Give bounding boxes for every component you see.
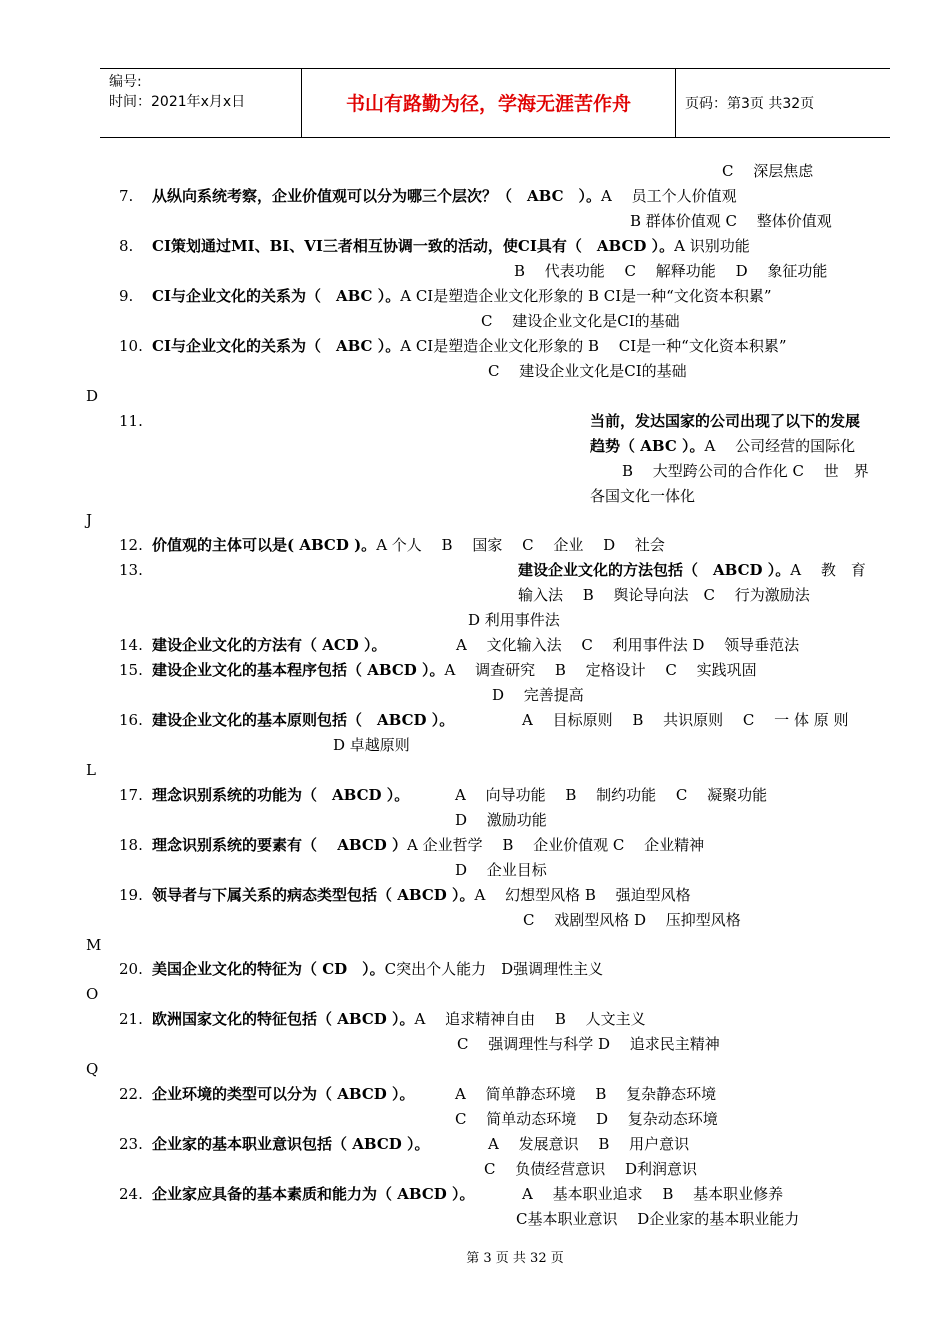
question-text: 从纵向系统考察，企业价值观可以分为哪三个层次？（ ABC ）。A 员工个人价值观 — [152, 187, 737, 205]
option-line: A 目标原则 B 共识原则 C 一 体 原 则 — [522, 711, 849, 729]
question-number: 22. — [119, 1085, 143, 1103]
option-line: D 完善提高 — [492, 686, 584, 704]
option-line: C 深层焦虑 — [722, 162, 814, 180]
option-line: C 建设企业文化是CI的基础 — [488, 362, 687, 380]
option-line: C 简单动态环境 D 复杂动态环境 — [455, 1110, 718, 1128]
question-text: CI策划通过MI、BI、VI三者相互协调一致的活动，使CI具有（ ABCD ）。A 识别功能 — [152, 237, 750, 255]
doc-time-label: 时间：2021年x月x日 — [109, 94, 246, 110]
section-letter: Q — [86, 1060, 99, 1078]
question-number: 12. — [119, 536, 143, 554]
question-number: 7. — [119, 187, 134, 205]
option-line: D 利用事件法 — [468, 611, 560, 629]
option-line: A 向导功能 B 制约功能 C 凝聚功能 — [455, 786, 768, 804]
question-text: 企业家的基本职业意识包括（ ABCD ）。 — [152, 1135, 430, 1153]
question-number: 11. — [119, 412, 143, 430]
question-number: 10. — [119, 337, 143, 355]
question-text: 建设企业文化的基本原则包括（ ABCD ）。 — [152, 711, 455, 729]
question-text: 企业环境的类型可以分为（ ABCD ）。 — [152, 1085, 415, 1103]
question-number: 17. — [119, 786, 143, 804]
question-text: 当前，发达国家的公司出现了以下的发展 — [590, 412, 861, 430]
option-line: A 简单静态环境 B 复杂静态环境 — [455, 1085, 717, 1103]
option-line: B 大型跨公司的合作化 C 世 界 — [622, 462, 869, 480]
page-footer — [0, 1247, 950, 1266]
question-text: 建设企业文化的方法有（ ACD ）。 — [152, 636, 387, 654]
option-line: C 负债经营意识 D利润意识 — [484, 1160, 698, 1178]
question-number: 9. — [119, 287, 134, 305]
option-line: C基本职业意识 D企业家的基本职业能力 — [516, 1210, 800, 1228]
question-text: CI与企业文化的关系为（ ABC ）。A CI是塑造企业文化形象的 B CI是一种“文化资本积累” — [152, 337, 787, 355]
option-line: C 戏剧型风格 D 压抑型风格 — [523, 911, 741, 929]
question-text: 建设企业文化的方法包括（ ABCD ）。A 教 育 — [518, 561, 866, 579]
page-header — [100, 68, 890, 138]
option-line: A 发展意识 B 用户意识 — [488, 1135, 690, 1153]
question-number: 21. — [119, 1010, 143, 1028]
question-text: 企业家应具备的基本素质和能力为（ ABCD ）。 — [152, 1185, 475, 1203]
option-line: 输入法 B 舆论导向法 C 行为激励法 — [518, 586, 810, 604]
option-line: C 强调理性与科学 D 追求民主精神 — [457, 1035, 720, 1053]
question-number: 16. — [119, 711, 143, 729]
option-line: A 文化输入法 C 利用事件法 D 领导垂范法 — [456, 636, 800, 654]
section-letter: D — [86, 387, 99, 405]
question-number: 18. — [119, 836, 143, 854]
option-line: A 基本职业追求 B 基本职业修养 — [522, 1185, 784, 1203]
question-text: 欧洲国家文化的特征包括（ ABCD ）。A 追求精神自由 B 人文主义 — [152, 1010, 646, 1028]
option-line: B 群体价值观 C 整体价值观 — [630, 212, 832, 230]
question-number: 14. — [119, 636, 143, 654]
question-text: 美国企业文化的特征为（ CD ）。C突出个人能力 D强调理性主义 — [152, 960, 604, 978]
question-text: 领导者与下属关系的病态类型包括（ ABCD ）。A 幻想型风格 B 强迫型风格 — [152, 886, 691, 904]
section-letter: O — [86, 985, 99, 1003]
option-line: D 企业目标 — [455, 861, 547, 879]
question-text: 趋势（ ABC ）。A 公司经营的国际化 — [590, 437, 856, 455]
doc-number-label: 编号: — [109, 74, 142, 90]
question-number: 15. — [119, 661, 143, 679]
question-number: 13. — [119, 561, 143, 579]
question-number: 19. — [119, 886, 143, 904]
header-motto: 书山有路勤为径，学海无涯苦作舟 — [345, 93, 631, 115]
question-text: CI与企业文化的关系为（ ABC ）。A CI是塑造企业文化形象的 B CI是一种“文化资本积累” — [152, 287, 772, 305]
question-text: 理念识别系统的要素有（ ABCD ）A 企业哲学 B 企业价值观 C 企业精神 — [152, 836, 705, 854]
option-line: C 建设企业文化是CI的基础 — [481, 312, 680, 330]
question-number: 20. — [119, 960, 143, 978]
section-letter: L — [86, 761, 96, 779]
question-text: 理念识别系统的功能为（ ABCD ）。 — [152, 786, 410, 804]
header-page-label: 页码：第3页 共32页 — [685, 96, 815, 112]
option-line: 各国文化一体化 — [590, 487, 696, 505]
option-line: B 代表功能 C 解释功能 D 象征功能 — [514, 262, 828, 280]
question-text: 建设企业文化的基本程序包括（ ABCD ）。A 调查研究 B 定格设计 C 实践巩固 — [152, 661, 757, 679]
header-divider — [675, 69, 676, 137]
question-number: 23. — [119, 1135, 143, 1153]
section-letter: M — [86, 936, 102, 954]
section-letter: J — [86, 511, 93, 529]
question-number: 8. — [119, 237, 134, 255]
question-number: 24. — [119, 1185, 143, 1203]
option-line: D 激励功能 — [455, 811, 547, 829]
option-line: D 卓越原则 — [333, 736, 410, 754]
question-text: 价值观的主体可以是( ABCD )。A 个人 B 国家 C 企业 D 社会 — [152, 536, 665, 554]
footer-page-number: 第 3 页 共 32 页 — [466, 1251, 564, 1266]
